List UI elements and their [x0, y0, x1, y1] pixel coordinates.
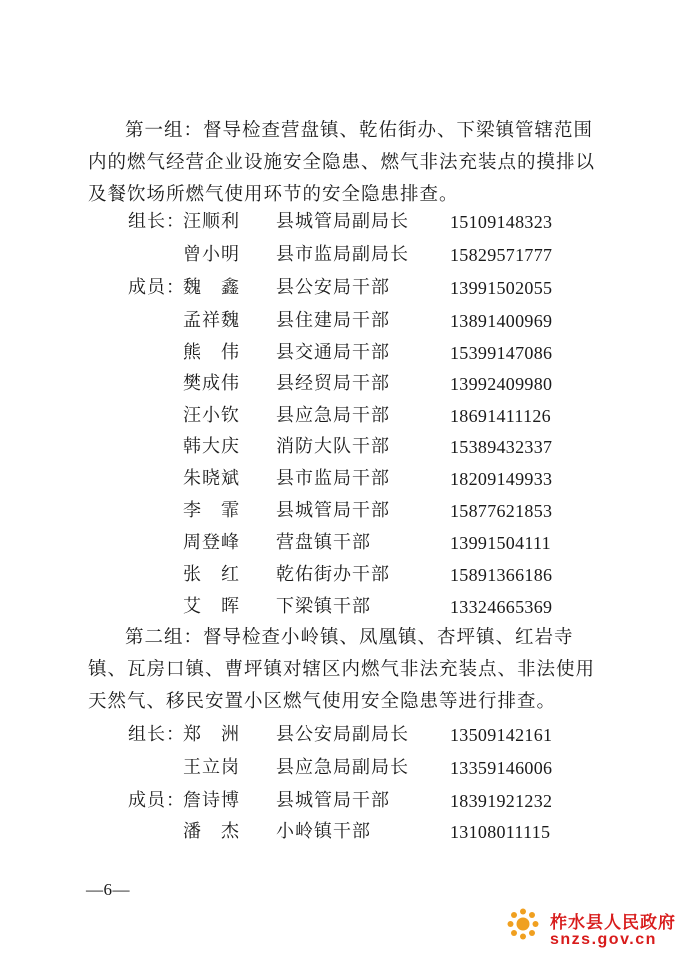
person-phone: 15389432337 [450, 437, 553, 457]
person-unit: 县城管局干部 [276, 500, 390, 521]
role-label: 成员： [128, 790, 185, 811]
person-name: 朱晓斌 [183, 468, 240, 489]
page-number: —6— [86, 880, 130, 899]
group1-row [0, 463, 680, 495]
person-name: 潘 杰 [183, 821, 240, 842]
person-phone: 13991504111 [450, 533, 551, 553]
watermark-url: snzs.gov.cn [550, 931, 657, 948]
role-label: 组长： [128, 724, 185, 745]
person-name: 曾小明 [183, 244, 240, 265]
person-unit: 县住建局干部 [276, 310, 390, 331]
person-name: 熊 伟 [183, 342, 240, 363]
person-phone: 13509142161 [450, 725, 553, 745]
group1-row [0, 591, 680, 623]
person-unit: 县应急局干部 [276, 405, 390, 426]
group2-row [0, 816, 680, 848]
person-unit: 乾佑街办干部 [276, 564, 390, 585]
role-label: 组长： [128, 211, 185, 232]
person-name: 樊成伟 [183, 373, 240, 394]
person-name: 张 红 [183, 564, 240, 585]
person-unit: 县城管局干部 [276, 790, 390, 811]
person-phone: 15109148323 [450, 212, 553, 232]
person-name: 魏 鑫 [183, 277, 240, 298]
person-unit: 县公安局干部 [276, 277, 390, 298]
group1-row [0, 239, 680, 271]
person-name: 郑 洲 [183, 724, 240, 745]
person-phone: 13324665369 [450, 597, 553, 617]
person-unit: 小岭镇干部 [276, 821, 371, 842]
person-unit: 县经贸局干部 [276, 373, 390, 394]
person-unit: 县交通局干部 [276, 342, 390, 363]
person-phone: 13108011115 [450, 822, 551, 842]
person-name: 汪顺利 [183, 211, 240, 232]
group1-row [0, 337, 680, 369]
role-label: 成员： [128, 277, 185, 298]
person-phone: 18209149933 [450, 469, 553, 489]
watermark-title: 柞水县人民政府 [550, 913, 676, 933]
person-phone: 13991502055 [450, 278, 553, 298]
person-unit: 县市监局干部 [276, 468, 390, 489]
person-unit: 下梁镇干部 [276, 596, 371, 617]
group2-description: 第二组：督导检查小岭镇、凤凰镇、杏坪镇、红岩寺镇、瓦房口镇、曹坪镇对辖区内燃气非法充装点、非法使用天然气、移民安置小区燃气使用安全隐患等进行排查。 [88, 627, 596, 712]
person-phone: 13891400969 [450, 311, 553, 331]
group1-row [0, 400, 680, 432]
person-unit: 县公安局副局长 [276, 724, 409, 745]
group2-row [0, 752, 680, 784]
person-phone: 13992409980 [450, 374, 553, 394]
person-unit: 县市监局副局长 [276, 244, 409, 265]
person-phone: 13359146006 [450, 758, 553, 778]
person-name: 詹诗博 [183, 790, 240, 811]
person-phone: 15399147086 [450, 343, 553, 363]
group1-row [0, 559, 680, 591]
person-name: 艾 晖 [183, 596, 240, 617]
person-phone: 18391921232 [450, 791, 553, 811]
group1-description: 第一组：督导检查营盘镇、乾佑街办、下梁镇管辖范围内的燃气经营企业设施安全隐患、燃气非法充装点的摸排以及餐饮场所燃气使用环节的安全隐患排查。 [88, 120, 596, 205]
site-watermark [502, 905, 676, 955]
person-name: 汪小钦 [183, 405, 240, 426]
group1-row [0, 527, 680, 559]
person-unit: 消防大队干部 [276, 436, 390, 457]
person-phone: 15891366186 [450, 565, 553, 585]
group1-row [0, 305, 680, 337]
group2-row [0, 785, 680, 817]
group1-row [0, 495, 680, 527]
person-name: 王立岗 [183, 757, 240, 778]
person-name: 韩大庆 [183, 436, 240, 457]
person-phone: 15829571777 [450, 245, 553, 265]
sun-logo-icon [506, 907, 540, 941]
person-phone: 18691411126 [450, 406, 551, 426]
group1-row [0, 272, 680, 304]
person-unit: 营盘镇干部 [276, 532, 371, 553]
person-name: 李 霏 [183, 500, 240, 521]
group1-row [0, 206, 680, 238]
person-name: 周登峰 [183, 532, 240, 553]
group2-row [0, 719, 680, 751]
group1-row [0, 431, 680, 463]
person-phone: 15877621853 [450, 501, 553, 521]
group1-row [0, 368, 680, 400]
person-unit: 县应急局副局长 [276, 757, 409, 778]
person-unit: 县城管局副局长 [276, 211, 409, 232]
person-name: 孟祥魏 [183, 310, 240, 331]
